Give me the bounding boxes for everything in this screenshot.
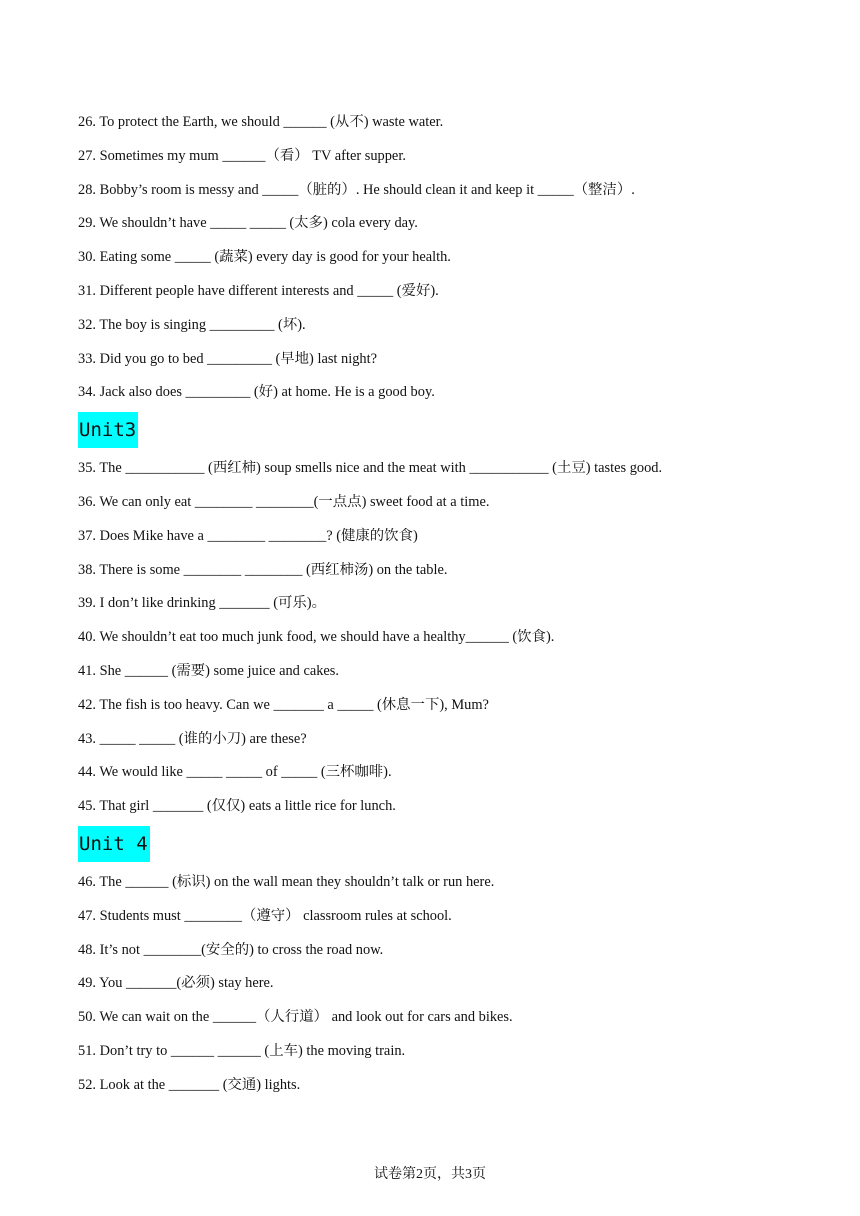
question-text: We shouldn’t eat too much junk food, we should have a healthy______ (饮食). <box>99 629 555 646</box>
question-33: 33. Did you go to bed _________ (早地) last night? <box>78 350 378 367</box>
question-52: 52. Look at the _______ (交通) lights. <box>78 1076 301 1093</box>
question-45: 45. That girl _______ (仅仅) eats a little rice for lunch. <box>78 798 396 815</box>
question-34: 34. Jack also does _________ (好) at home. He is a good boy. <box>78 384 435 401</box>
question-text: Don’t try to ______ ______ (上车) the moving train. <box>99 1042 406 1059</box>
unit4-heading: Unit 4 <box>78 826 150 862</box>
question-50: 50. We can wait on the ______（人行道） and look out for cars and bikes. <box>78 1009 513 1026</box>
question-text: It’s not ________(安全的) to cross the road now. <box>99 941 384 958</box>
question-text: The ______ (标识) on the wall mean they shouldn’t talk or run here. <box>99 873 495 890</box>
question-text: Jack also does _________ (好) at home. He is a good boy. <box>99 384 435 401</box>
question-text: _____ _____ (谁的小刀) are these? <box>99 730 307 747</box>
question-text: Different people have different interests and _____ (爱好). <box>99 282 439 299</box>
question-36: 36. We can only eat ________ ________(一点点) sweet food at a time. <box>78 493 490 510</box>
question-text: There is some ________ ________ (西红柿汤) on the table. <box>99 561 448 578</box>
question-text: I don’t like drinking _______ (可乐)。 <box>99 595 326 612</box>
question-text: Bobby’s room is messy and _____（脏的）. He should clean it and keep it _____（整洁）. <box>99 181 635 198</box>
question-31: 31. Different people have different interests and _____ (爱好). <box>78 282 439 299</box>
question-text: The ___________ (西红柿) soup smells nice and the meat with ___________ (土豆) tastes good. <box>99 460 663 477</box>
question-39: 39. I don’t like drinking _______ (可乐)。 <box>78 595 326 612</box>
page-footer: 试卷第2页，共3页 <box>374 1167 486 1182</box>
unit4-heading-wrap <box>78 826 838 868</box>
unit3-heading-wrap <box>78 412 838 454</box>
question-text: That girl _______ (仅仅) eats a little rice for lunch. <box>99 798 396 815</box>
question-text: The fish is too heavy. Can we _______ a _____ (休息一下), Mum? <box>99 696 489 713</box>
question-text: You _______(必须) stay here. <box>99 975 274 992</box>
question-41: 41. She ______ (需要) some juice and cakes. <box>78 662 339 679</box>
question-38: 38. There is some ________ ________ (西红柿汤) on the table. <box>78 561 448 578</box>
question-44: 44. We would like _____ _____ of _____ (三杯咖啡). <box>78 764 392 781</box>
question-48: 48. It’s not ________(安全的) to cross the road now. <box>78 941 384 958</box>
question-text: Sometimes my mum ______（看） TV after supper. <box>99 147 406 164</box>
question-text: Eating some _____ (蔬菜) every day is good for your health. <box>99 249 451 266</box>
question-text: The boy is singing _________ (坏). <box>99 316 306 333</box>
question-text: Look at the _______ (交通) lights. <box>99 1076 301 1093</box>
question-29: 29. We shouldn’t have _____ _____ (太多) cola every day. <box>78 215 418 232</box>
question-text: Does Mike have a ________ ________? (健康的饮食) <box>99 527 418 544</box>
question-42: 42. The fish is too heavy. Can we _______ a _____ (休息一下), Mum? <box>78 696 489 713</box>
unit3-heading: Unit3 <box>78 412 138 448</box>
question-47: 47. Students must ________（遵守） classroom rules at school. <box>78 907 452 924</box>
question-37: 37. Does Mike have a ________ ________? (健康的饮食) <box>78 527 418 544</box>
question-text: Students must ________（遵守） classroom rules at school. <box>99 907 452 924</box>
question-28: 28. Bobby’s room is messy and _____（脏的）. He should clean it and keep it _____（整洁）. <box>78 181 635 198</box>
question-35: 35. The ___________ (西红柿) soup smells nice and the meat with ___________ (土豆) tastes good. <box>78 460 663 477</box>
question-30: 30. Eating some _____ (蔬菜) every day is good for your health. <box>78 249 451 266</box>
question-text: She ______ (需要) some juice and cakes. <box>99 662 339 679</box>
question-43: 43. _____ _____ (谁的小刀) are these? <box>78 730 307 747</box>
question-text: We would like _____ _____ of _____ (三杯咖啡). <box>99 764 392 781</box>
question-text: To protect the Earth, we should ______ (从不) waste water. <box>99 114 444 130</box>
question-list <box>78 108 838 1105</box>
question-32: 32. The boy is singing _________ (坏). <box>78 316 306 333</box>
question-text: We shouldn’t have _____ _____ (太多) cola every day. <box>99 215 418 232</box>
question-27: 27. Sometimes my mum ______（看） TV after supper. <box>78 147 406 164</box>
question-40: 40. We shouldn’t eat too much junk food, we should have a healthy______ (饮食). <box>78 629 555 646</box>
question-51: 51. Don’t try to ______ ______ (上车) the moving train. <box>78 1042 406 1059</box>
question-26: 26. To protect the Earth, we should ______ (从不) waste water. <box>78 114 444 130</box>
question-49: 49. You _______(必须) stay here. <box>78 975 274 992</box>
question-text: We can wait on the ______（人行道） and look out for cars and bikes. <box>99 1009 513 1026</box>
question-text: Did you go to bed _________ (早地) last night? <box>99 350 378 367</box>
question-46: 46. The ______ (标识) on the wall mean they shouldn’t talk or run here. <box>78 873 495 890</box>
question-text: We can only eat ________ ________(一点点) sweet food at a time. <box>99 493 490 510</box>
